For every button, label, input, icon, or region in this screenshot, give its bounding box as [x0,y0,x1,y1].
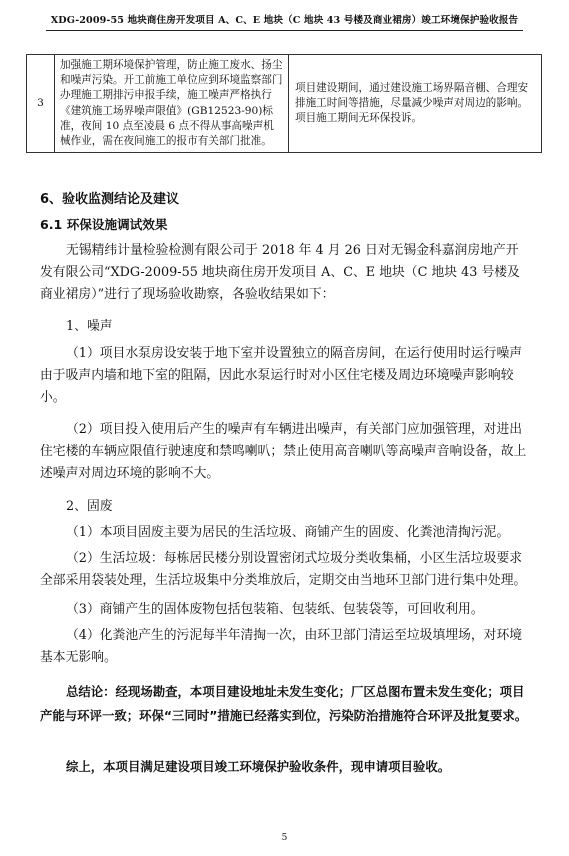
waste-paragraph-1: （1）本项目固废主要为居民的生活垃圾、商铺产生的固废、化粪池清掏污泥。 [66,525,510,540]
table-row [27,55,542,153]
row-number: 3 [27,55,55,153]
implementation-cell: 项目建设期间，通过建设施工场界隔音棚、合理安排施工时间等措施，尽量减少噪声对周边的影响。项目施工期间无环保投诉。 [289,55,542,153]
waste-paragraph-2: （2）生活垃圾：每栋居民楼分别设置密闭式垃圾分类收集桶，小区生活垃圾要求全部采用袋装处理，生活垃圾集中分类堆放后，定期交由当地环卫部门进行集中处理。 [40,551,527,588]
noise-paragraph-1: （1）项目水泵房设安装于地下室并设置独立的隔音房间，在运行使用时运行噪声由于吸声内墙和地下室的阻隔，因此水泵运行时对小区住宅楼及周边环境噪声影响较小。 [40,346,523,405]
waste-paragraph-4: （4）化粪池产生的污泥每半年清掏一次，由环卫部门清运至垃圾填埋场，对环境基本无影响。 [40,628,523,665]
intro-paragraph: 无锡精纬计量检验检测有限公司于 2018 年 4 月 26 日对无锡金科嘉润房地产开发有限公司“XDG-2009-55 地块商住房开发项目 A、C、E 地块（C 地块 43 号楼及商业裙房）”进行了现场验收勘察，各验收结果如下： [40,243,520,302]
noise-heading: 1、噪声 [66,319,113,334]
subsection-title: 6.1 环保设施调试效果 [40,217,168,232]
conclusion-paragraph: 总结论：经现场勘查，本项目建设地址未发生变化；厂区总图布置未发生变化；项目产能与环评一致；环保“三同时”措施已经落实到位，污染防治措施符合环评及批复要求。 [40,684,528,723]
noise-paragraph-2: （2）项目投入使用后产生的噪声有车辆进出噪声，有关部门应加强管理，对进出住宅楼的车辆应限值行驶速度和禁鸣喇叭；禁止使用高音喇叭等高噪声音响设备，故上述噪声对周边环境的影响不大。 [40,422,527,481]
final-statement: 综上，本项目满足建设项目竣工环境保护验收条件，现申请项目验收。 [66,759,451,774]
header-divider [46,30,523,31]
requirement-cell: 加强施工期环境保护管理，防止施工废水、扬尘和噪声污染。开工前施工单位应到环境监察部门办理施工期排污申报手续，施工噪声严格执行《建筑施工场界噪声限值》(GB12523-90)标准，夜间 10 点至凌晨 6 点不得从事高噪声机械作业，需在夜间施工的报市有关部门批准。 [55,55,289,153]
waste-paragraph-3: （3）商铺产生的固体废物包括包装箱、包装纸、包装袋等，可回收利用。 [66,602,484,617]
section-title: 6、验收监测结论及建议 [40,192,180,207]
requirements-table [26,54,542,153]
page-number: 5 [281,833,288,843]
page-header: XDG-2009-55 地块商住房开发项目 A、C、E 地块（C 地块 43 号楼及商业裙房）竣工环境保护验收报告 [50,15,519,26]
waste-heading: 2、固废 [66,499,113,514]
